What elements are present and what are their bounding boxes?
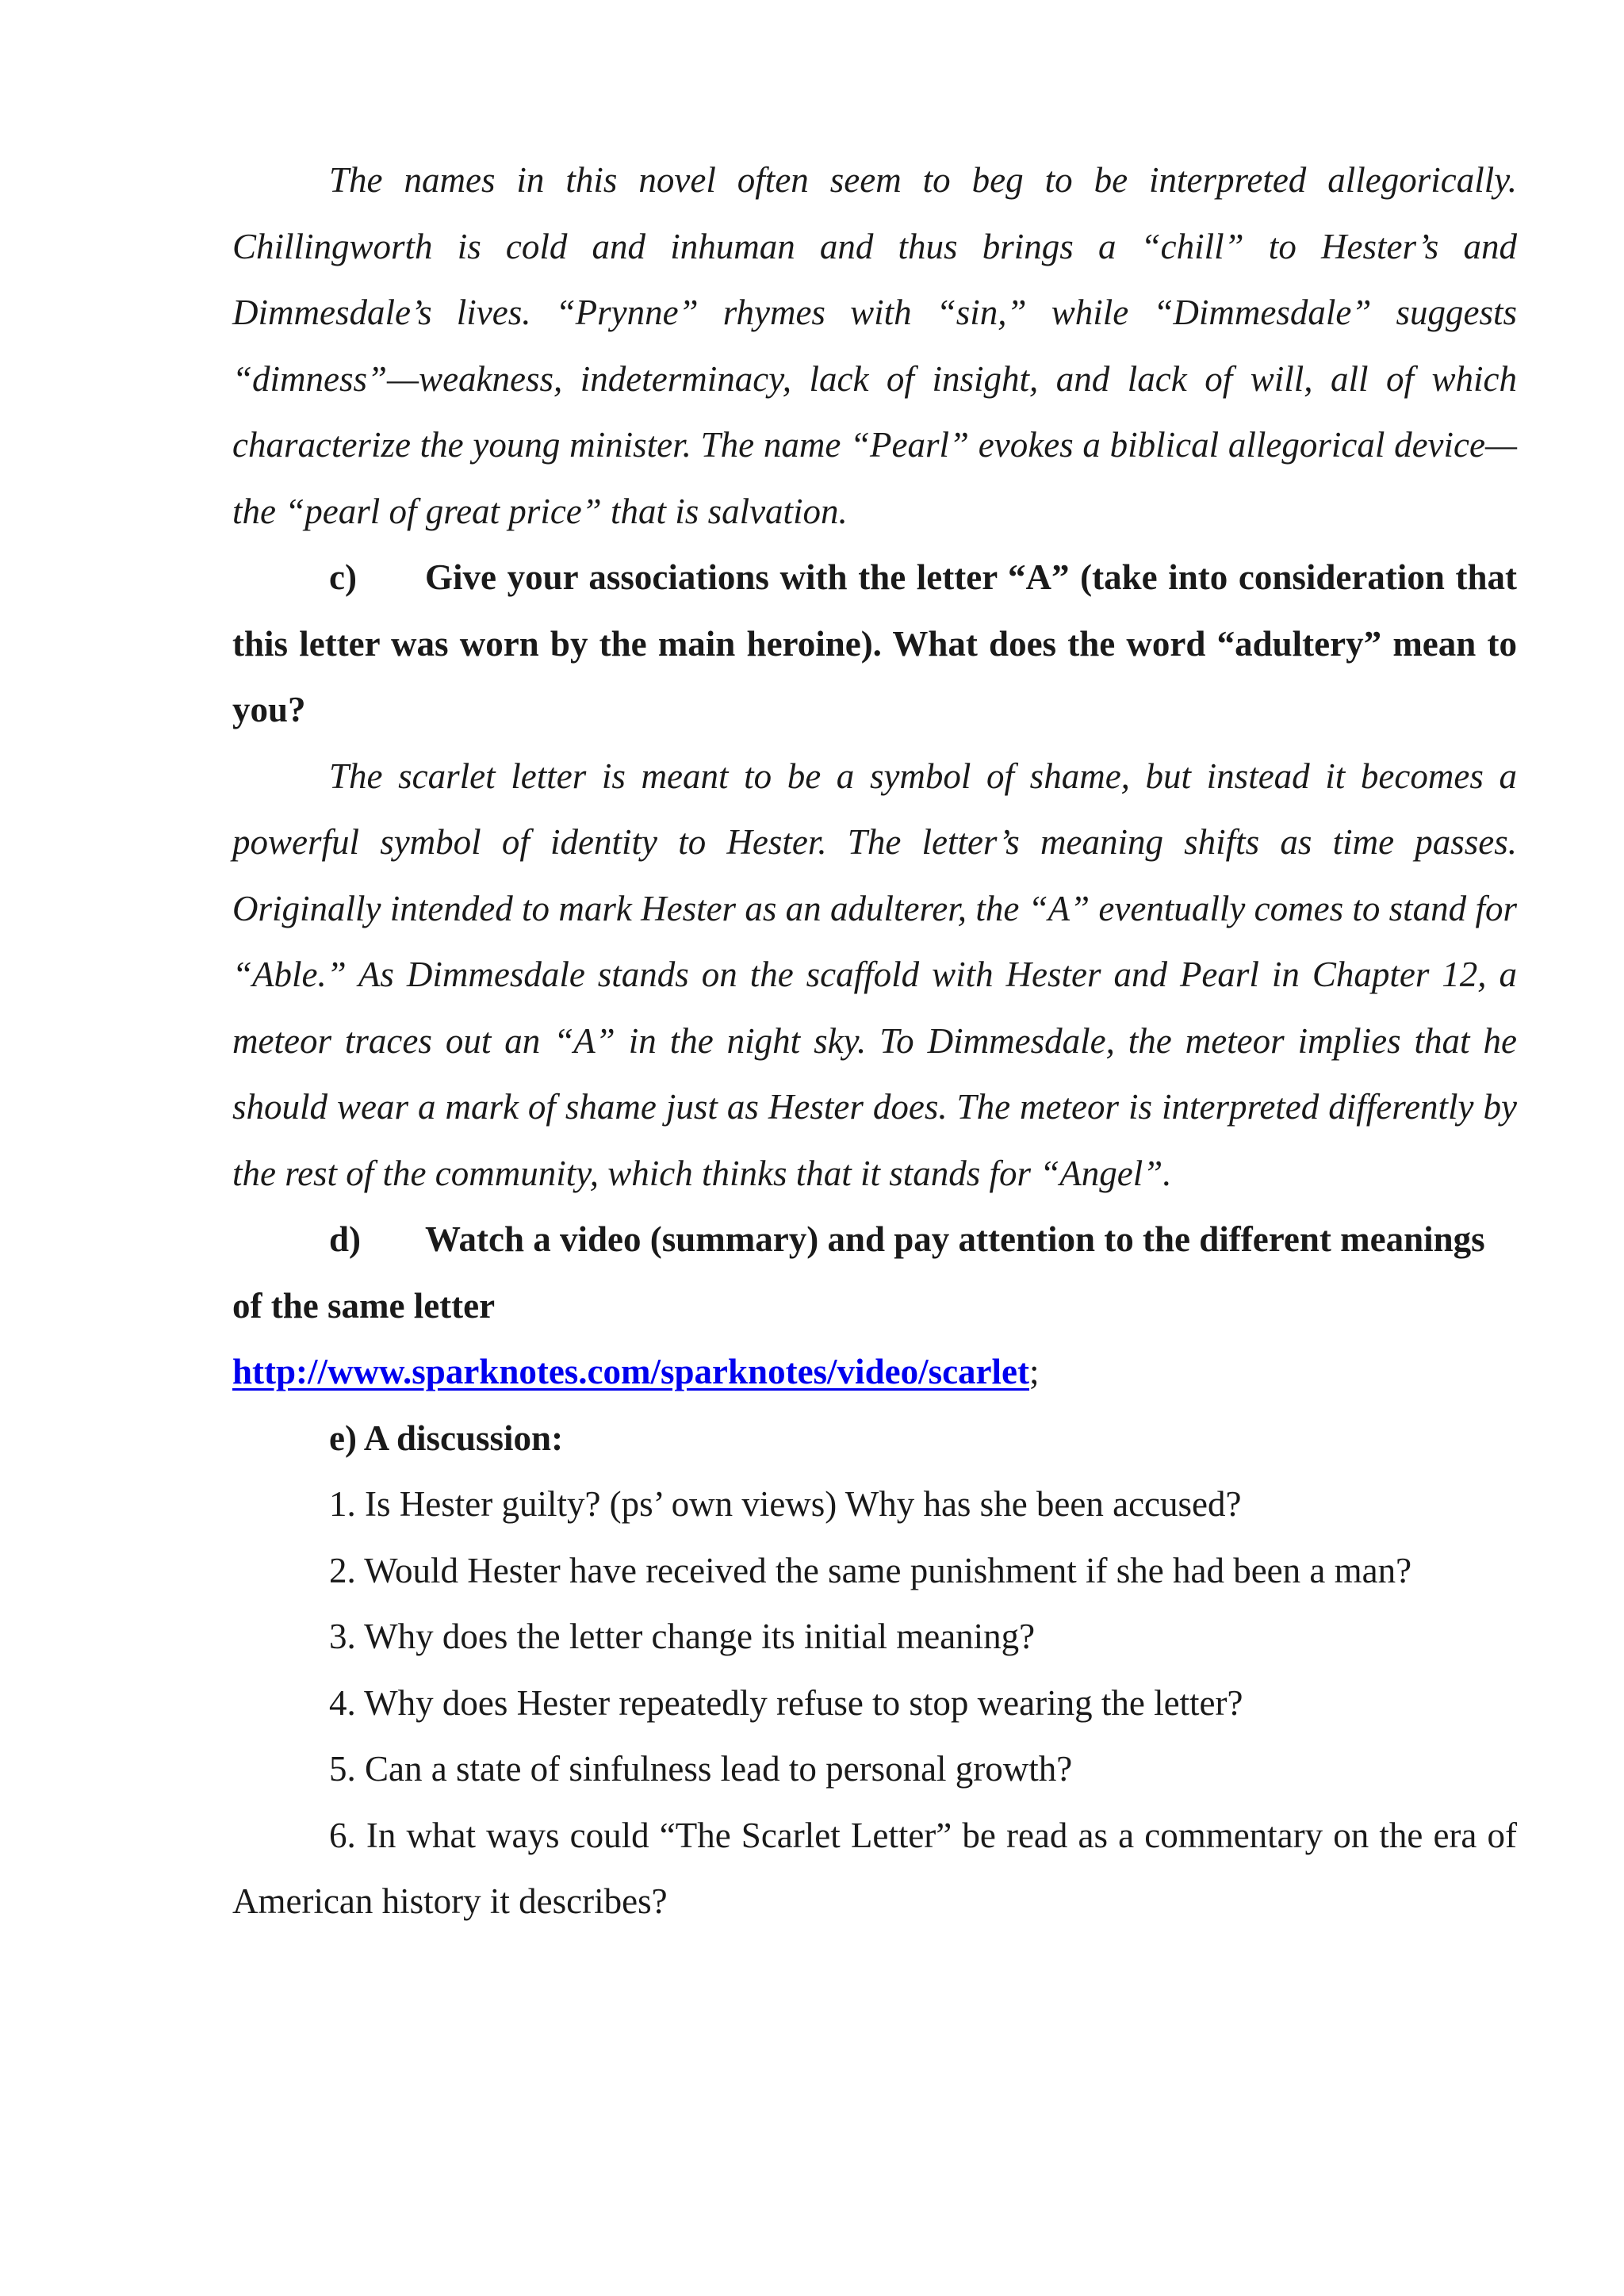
sparknotes-video-link[interactable]: http://www.sparknotes.com/sparknotes/video/scarlet [232, 1352, 1029, 1391]
discussion-question-6: 6. In what ways could “The Scarlet Letter” be read as a commentary on the era of American history it describes? [232, 1815, 1517, 1921]
discussion-question-1: 1. Is Hester guilty? (ps’ own views) Why has she been accused? [329, 1484, 1242, 1524]
discussion-question-2: 2. Would Hester have received the same punishment if she had been a man? [329, 1550, 1412, 1590]
task-d [232, 1207, 1517, 1339]
task-c [232, 545, 1517, 744]
paragraph-scarlet-letter-meaning: The scarlet letter is meant to be a symbol of shame, but instead it becomes a powerful symbol of identity to Hester. The letter’s meaning shifts as time passes. Originally intended to mark Hester as an adulterer, the “A” eventually comes to stand for “Able.” As Dimmesdale stands on the scaffold with Hester and Pearl in Chapter 12, a meteor traces out an “A” in the night sky. To Dimmesdale, the meteor implies that he should wear a mark of shame just as Hester does. The meteor is interpreted differently by the rest of the community, which thinks that it stands for “Angel”. [232, 756, 1517, 1193]
link-trailing-semicolon: ; [1029, 1352, 1040, 1391]
discussion-question-5: 5. Can a state of sinfulness lead to personal growth? [329, 1749, 1073, 1789]
discussion-question-3: 3. Why does the letter change its initial meaning? [329, 1617, 1036, 1656]
task-c-text: Give your associations with the letter “A” (take into consideration that this letter was worn by the main heroine). What does the word “adultery” mean to you? [232, 557, 1517, 729]
task-e-heading: e) A discussion: [329, 1418, 564, 1458]
task-c-label: c) [329, 557, 357, 597]
page-content [232, 147, 1517, 1935]
task-d-label: d) [329, 1219, 362, 1259]
task-d-link-line [232, 1339, 1517, 1406]
discussion-question-4: 4. Why does Hester repeatedly refuse to stop wearing the letter? [329, 1682, 1243, 1723]
paragraph-names-interpretation: The names in this novel often seem to beg to be interpreted allegorically. Chillingworth is cold and inhuman and thus brings a “chill” to Hester’s and Dimmesdale’s lives. “Prynne” rhymes with “sin,” while “Dimmesdale” suggests “dimness”—weakness, indeterminacy, lack of insight, and lack of will, all of which characterize the young minister. The name “Pearl” evokes a biblical allegorical device—the “pearl of great price” that is salvation. [232, 160, 1517, 531]
task-d-text: Watch a video (summary) and pay attention to the different meanings of the same letter [232, 1219, 1485, 1326]
